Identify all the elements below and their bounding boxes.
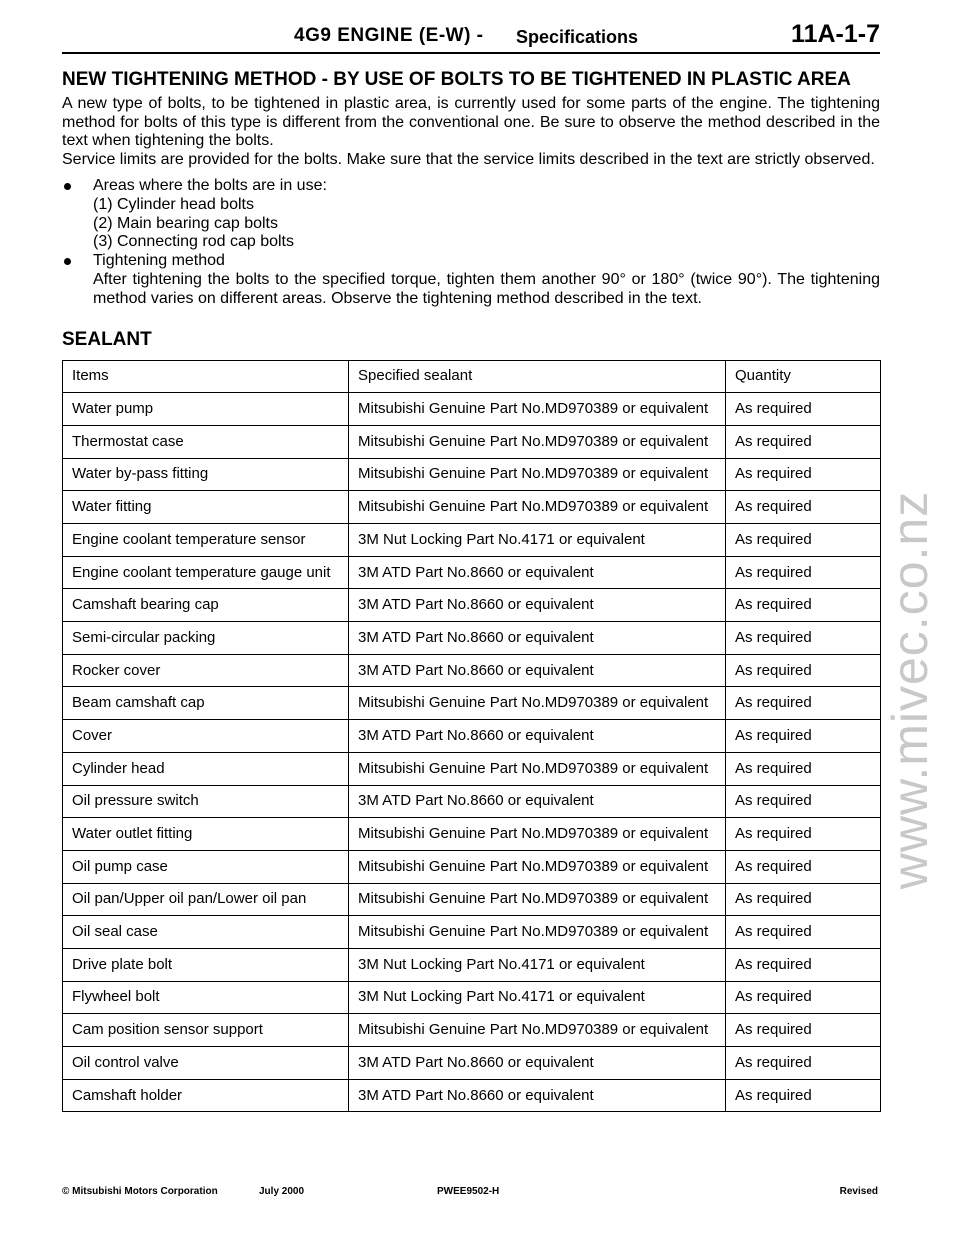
- cell-quantity: As required: [726, 654, 881, 687]
- cell-sealant: 3M ATD Part No.8660 or equivalent: [349, 622, 726, 655]
- table-row: [63, 654, 881, 687]
- bullet-areas-item: (3) Connecting rod cap bolts: [93, 233, 294, 251]
- table-row: [63, 687, 881, 720]
- bullet-method: [62, 252, 880, 308]
- page-content: [62, 70, 880, 1112]
- page-header: [62, 18, 880, 54]
- cell-quantity: As required: [726, 524, 881, 557]
- table-row: [63, 1079, 881, 1112]
- cell-quantity: As required: [726, 752, 881, 785]
- table-row: [63, 1047, 881, 1080]
- table-row: [63, 1014, 881, 1047]
- header-subtitle: Specifications: [516, 27, 639, 47]
- bullet-areas-item: (1) Cylinder head bolts: [93, 195, 254, 213]
- cell-quantity: As required: [726, 883, 881, 916]
- cell-item: Water fitting: [63, 491, 349, 524]
- table-row: [63, 850, 881, 883]
- table-row: [63, 720, 881, 753]
- cell-sealant: 3M ATD Part No.8660 or equivalent: [349, 654, 726, 687]
- table-header-row: [63, 360, 881, 393]
- cell-sealant: Mitsubishi Genuine Part No.MD970389 or equivalent: [349, 458, 726, 491]
- cell-quantity: As required: [726, 556, 881, 589]
- table-row: [63, 948, 881, 981]
- table-row: [63, 589, 881, 622]
- table-row: [63, 818, 881, 851]
- table-row: [63, 785, 881, 818]
- bullet-method-text: After tightening the bolts to the specified torque, tighten them another 90° or 180° (twice 90°). The tightening method varies on different areas. Observe the tightening method described in the text.: [93, 270, 880, 307]
- cell-quantity: As required: [726, 785, 881, 818]
- cell-quantity: As required: [726, 818, 881, 851]
- bullet-areas-label: Areas where the bolts are in use:: [93, 177, 327, 194]
- table-row: [63, 458, 881, 491]
- footer-status: Revised: [839, 1186, 878, 1197]
- cell-sealant: Mitsubishi Genuine Part No.MD970389 or equivalent: [349, 1014, 726, 1047]
- cell-item: Oil seal case: [63, 916, 349, 949]
- footer-code: PWEE9502-H: [437, 1186, 500, 1197]
- cell-sealant: 3M ATD Part No.8660 or equivalent: [349, 589, 726, 622]
- cell-item: Rocker cover: [63, 654, 349, 687]
- cell-item: Flywheel bolt: [63, 981, 349, 1014]
- table-row: [63, 425, 881, 458]
- watermark-text: www.mivec.co.nz: [882, 490, 938, 890]
- footer-copyright: © Mitsubishi Motors Corporation: [62, 1186, 218, 1197]
- table-row: [63, 622, 881, 655]
- cell-quantity: As required: [726, 1047, 881, 1080]
- page-footer: [62, 1186, 878, 1200]
- header-title: 4G9 ENGINE (E-W) -: [294, 25, 484, 46]
- cell-quantity: As required: [726, 916, 881, 949]
- bullet-areas: [62, 177, 880, 252]
- cell-sealant: 3M Nut Locking Part No.4171 or equivalent: [349, 981, 726, 1014]
- cell-quantity: As required: [726, 1014, 881, 1047]
- cell-quantity: As required: [726, 720, 881, 753]
- cell-quantity: As required: [726, 589, 881, 622]
- cell-sealant: Mitsubishi Genuine Part No.MD970389 or equivalent: [349, 425, 726, 458]
- tightening-heading: NEW TIGHTENING METHOD - BY USE OF BOLTS TO BE TIGHTENED IN PLASTIC AREA: [62, 69, 851, 90]
- tightening-paragraph-1: A new type of bolts, to be tightened in plastic area, is currently used for some parts of the engine. The tightening method for bolts of this type is different from the conventional one. Be sure to observe the method described in the text when tightening the bolts.: [62, 95, 880, 149]
- sealant-table: [62, 360, 881, 1113]
- cell-sealant: Mitsubishi Genuine Part No.MD970389 or equivalent: [349, 916, 726, 949]
- cell-sealant: Mitsubishi Genuine Part No.MD970389 or equivalent: [349, 883, 726, 916]
- table-row: [63, 916, 881, 949]
- cell-sealant: 3M Nut Locking Part No.4171 or equivalent: [349, 948, 726, 981]
- cell-sealant: 3M ATD Part No.8660 or equivalent: [349, 1047, 726, 1080]
- cell-sealant: Mitsubishi Genuine Part No.MD970389 or equivalent: [349, 393, 726, 426]
- cell-quantity: As required: [726, 458, 881, 491]
- column-header-quantity: Quantity: [726, 360, 881, 393]
- cell-item: Camshaft bearing cap: [63, 589, 349, 622]
- cell-sealant: 3M ATD Part No.8660 or equivalent: [349, 1079, 726, 1112]
- tightening-paragraph-2: Service limits are provided for the bolts. Make sure that the service limits described in the text are strictly observed.: [62, 150, 875, 168]
- cell-item: Oil control valve: [63, 1047, 349, 1080]
- cell-item: Oil pump case: [63, 850, 349, 883]
- bullet-icon: [64, 258, 71, 265]
- cell-quantity: As required: [726, 850, 881, 883]
- cell-item: Water pump: [63, 393, 349, 426]
- cell-item: Thermostat case: [63, 425, 349, 458]
- cell-item: Cylinder head: [63, 752, 349, 785]
- cell-quantity: As required: [726, 687, 881, 720]
- cell-item: Camshaft holder: [63, 1079, 349, 1112]
- table-row: [63, 883, 881, 916]
- bullet-method-label: Tightening method: [93, 252, 225, 270]
- table-row: [63, 981, 881, 1014]
- cell-sealant: 3M ATD Part No.8660 or equivalent: [349, 720, 726, 753]
- footer-date: July 2000: [259, 1186, 305, 1197]
- cell-item: Semi-circular packing: [63, 622, 349, 655]
- table-row: [63, 491, 881, 524]
- cell-quantity: As required: [726, 1079, 881, 1112]
- page-number: 11A-1-7: [791, 20, 880, 48]
- column-header-sealant: Specified sealant: [349, 360, 726, 393]
- cell-quantity: As required: [726, 948, 881, 981]
- cell-item: Water by-pass fitting: [63, 458, 349, 491]
- table-row: [63, 752, 881, 785]
- cell-item: Water outlet fitting: [63, 818, 349, 851]
- sealant-heading: SEALANT: [62, 328, 152, 350]
- cell-sealant: Mitsubishi Genuine Part No.MD970389 or equivalent: [349, 818, 726, 851]
- cell-sealant: Mitsubishi Genuine Part No.MD970389 or equivalent: [349, 491, 726, 524]
- cell-sealant: 3M Nut Locking Part No.4171 or equivalent: [349, 524, 726, 557]
- cell-quantity: As required: [726, 425, 881, 458]
- cell-item: Drive plate bolt: [63, 948, 349, 981]
- table-row: [63, 556, 881, 589]
- cell-sealant: 3M ATD Part No.8660 or equivalent: [349, 785, 726, 818]
- cell-item: Cam position sensor support: [63, 1014, 349, 1047]
- cell-sealant: 3M ATD Part No.8660 or equivalent: [349, 556, 726, 589]
- column-header-items: Items: [63, 360, 349, 393]
- cell-sealant: Mitsubishi Genuine Part No.MD970389 or equivalent: [349, 850, 726, 883]
- cell-item: Cover: [63, 720, 349, 753]
- cell-item: Oil pressure switch: [63, 785, 349, 818]
- cell-item: Engine coolant temperature gauge unit: [63, 556, 349, 589]
- bullet-areas-item: (2) Main bearing cap bolts: [93, 214, 278, 232]
- cell-quantity: As required: [726, 622, 881, 655]
- table-row: [63, 393, 881, 426]
- cell-item: Engine coolant temperature sensor: [63, 524, 349, 557]
- cell-sealant: Mitsubishi Genuine Part No.MD970389 or equivalent: [349, 752, 726, 785]
- table-row: [63, 524, 881, 557]
- cell-item: Beam camshaft cap: [63, 687, 349, 720]
- tightening-bullets: [62, 177, 880, 309]
- cell-quantity: As required: [726, 393, 881, 426]
- cell-quantity: As required: [726, 981, 881, 1014]
- cell-item: Oil pan/Upper oil pan/Lower oil pan: [63, 883, 349, 916]
- bullet-icon: [64, 183, 71, 190]
- cell-quantity: As required: [726, 491, 881, 524]
- cell-sealant: Mitsubishi Genuine Part No.MD970389 or equivalent: [349, 687, 726, 720]
